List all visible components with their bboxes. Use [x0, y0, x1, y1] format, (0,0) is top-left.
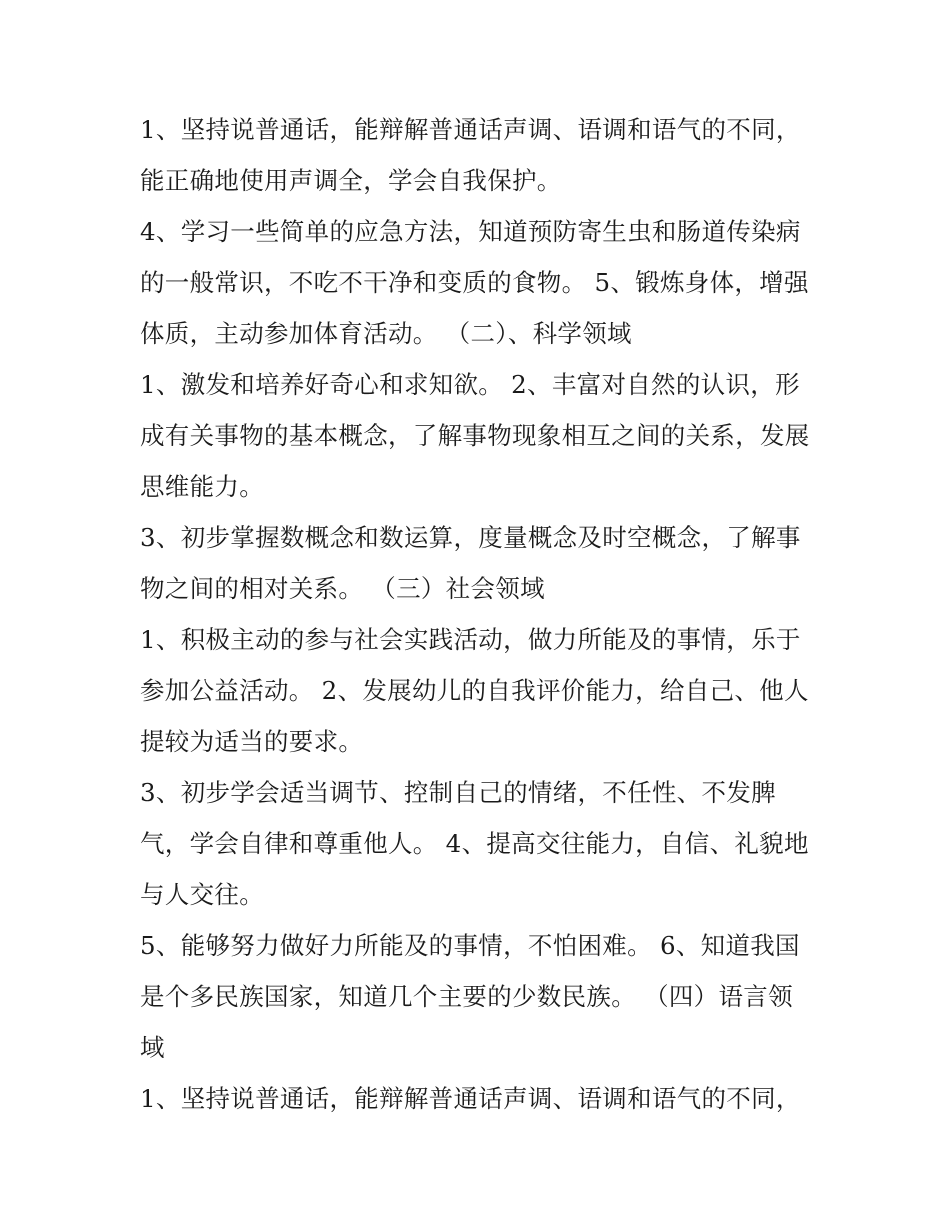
text-line-7: 成有关事物的基本概念，了解事物现象相互之间的关系，发展 — [140, 421, 810, 450]
text-line-18: 是个多民族国家，知道几个主要的少数民族。 （四）语言领 — [140, 982, 793, 1011]
text-line-8: 思维能力。 — [140, 472, 264, 501]
document-body — [140, 104, 820, 1124]
text-line-20: 1、坚持说普通话，能辩解普通话声调、语调和语气的不同， — [140, 1084, 801, 1113]
text-line-6: 1、激发和培养好奇心和求知欲。 2、丰富对自然的认识，形 — [140, 370, 800, 399]
text-line-2: 能正确地使用声调全，学会自我保护。 — [140, 166, 562, 195]
text-line-14: 3、初步学会适当调节、控制自己的情绪，不任性、不发脾 — [140, 778, 776, 807]
text-line-1: 1、坚持说普通话，能辩解普通话声调、语调和语气的不同， — [140, 115, 801, 144]
text-line-17: 5、能够努力做好力所能及的事情，不怕困难。 6、知道我国 — [140, 931, 800, 960]
text-line-3: 4、学习一些简单的应急方法，知道预防寄生虫和肠道传染病 — [140, 217, 801, 246]
text-line-19: 域 — [140, 1033, 165, 1062]
text-line-5: 体质，主动参加体育活动。 （二）、科学领域 — [140, 319, 632, 348]
text-line-9: 3、初步掌握数概念和数运算，度量概念及时空概念，了解事 — [140, 523, 801, 552]
text-line-4: 的一般常识，不吃不干净和变质的食物。 5、锻炼身体，增强 — [140, 268, 809, 297]
text-line-13: 提较为适当的要求。 — [140, 727, 364, 756]
text-line-15: 气，学会自律和尊重他人。 4、提高交往能力，自信、礼貌地 — [140, 829, 809, 858]
text-line-12: 参加公益活动。 2、发展幼儿的自我评价能力，给自己、他人 — [140, 676, 809, 705]
text-line-11: 1、积极主动的参与社会实践活动，做力所能及的事情，乐于 — [140, 625, 801, 654]
text-line-16: 与人交往。 — [140, 880, 264, 909]
text-line-10: 物之间的相对关系。 （三）社会领域 — [140, 574, 545, 603]
